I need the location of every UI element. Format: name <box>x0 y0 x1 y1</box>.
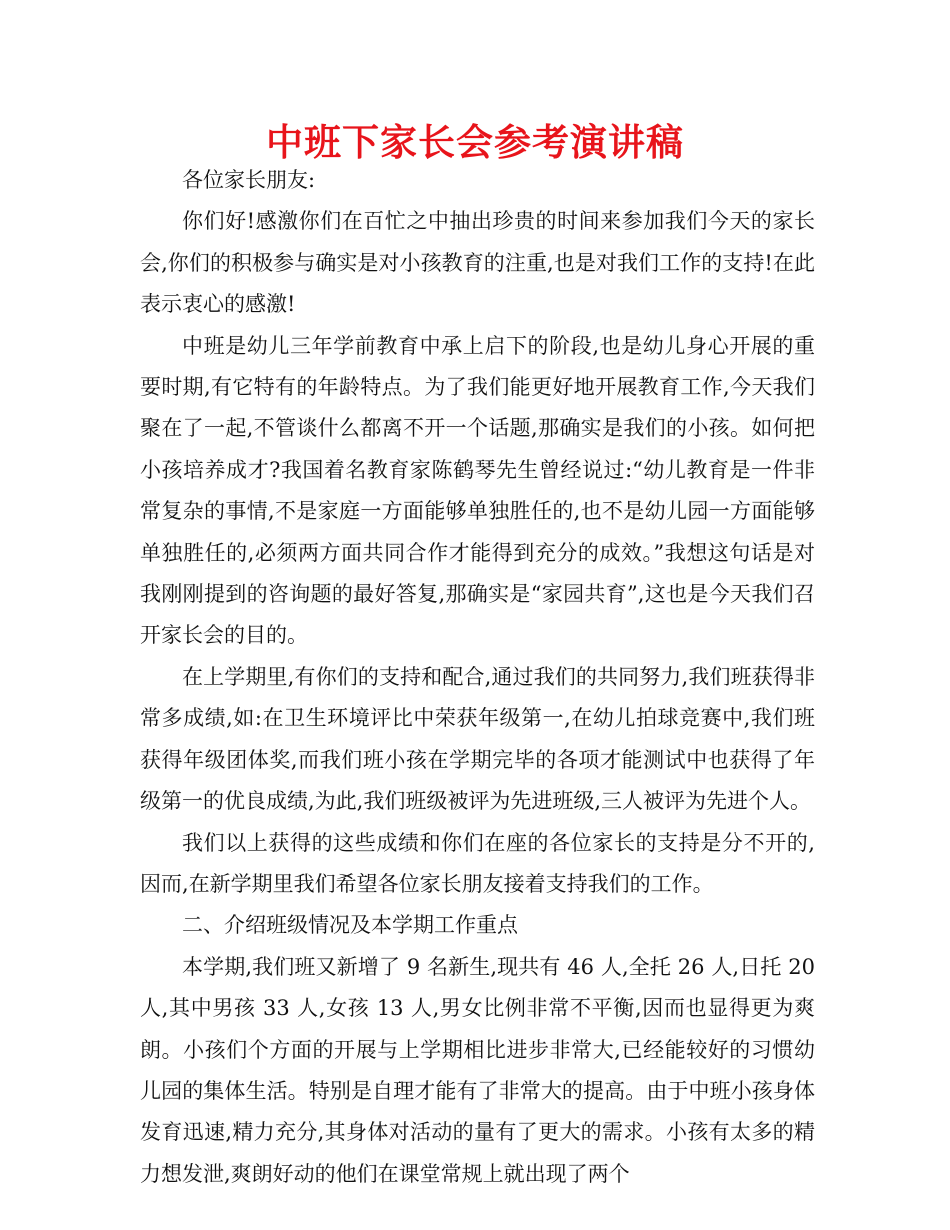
document-body <box>140 160 815 1195</box>
education-stage-paragraph: 中班是幼儿三年学前教育中承上启下的阶段,也是幼儿身心开展的重要时期,有它特有的年龄特点。为了我们能更好地开展教育工作,今天我们聚在了一起,不管谈什么都离不开一个话题,那确实是我们的小孩。如何把小孩培养成才?我国着名教育家陈鹤琴先生曾经说过:“幼儿教育是一件非常复杂的事情,不是家庭一方面能够单独胜任的,也不是幼儿园一方面能够单独胜任的,必须两方面共同合作才能得到充分的成效。”我想这句话是对我刚刚提到的咨询题的最好答复,那确实是“家园共育”,这也是今天我们召开家长会的目的。 <box>140 333 815 648</box>
achievements-paragraph: 在上学期里,有你们的支持和配合,通过我们的共同努力,我们班获得非常多成绩,如:在卫生环境评比中荣获年级第一,在幼儿拍球竞赛中,我们班获得年级团体奖,而我们班小孩在学期完毕的各项才能测试中也获得了年级第一的优良成绩,为此,我们班级被评为先进班级,三人被评为先进个人。 <box>140 664 815 814</box>
greeting-paragraph: 你们好!感激你们在百忙之中抽出珍贵的时间来参加我们今天的家长会,你们的积极参与确实是对小孩教育的注重,也是对我们工作的支持!在此表示衷心的感激! <box>140 209 815 317</box>
document-title: 中班下家长会参考演讲稿 <box>266 121 684 164</box>
salutation-paragraph: 各位家长朋友: <box>182 168 316 192</box>
class-situation-paragraph: 本学期,我们班又新增了 9 名新生,现共有 46 人,全托 26 人,日托 20 人,其中男孩 33 人,女孩 13 人,男女比例非常不平衡,因而也显得更为爽朗。小孩们个方面的开展与上学期相比进步非常大,已经能较好的习惯幼儿园的集体生活。特别是自理才能有了非常大的提高。由于中班小孩身体发育迅速,精力充分,其身体对活动的量有了更大的需求。小孩有太多的精力想发泄,爽朗好动的他们在课堂常规上就出现了两个 <box>140 954 815 1186</box>
support-paragraph: 我们以上获得的这些成绩和你们在座的各位家长的支持是分不开的,因而,在新学期里我们希望各位家长朋友接着支持我们的工作。 <box>140 830 815 896</box>
section-heading: 二、介绍班级情况及本学期工作重点 <box>182 913 518 938</box>
